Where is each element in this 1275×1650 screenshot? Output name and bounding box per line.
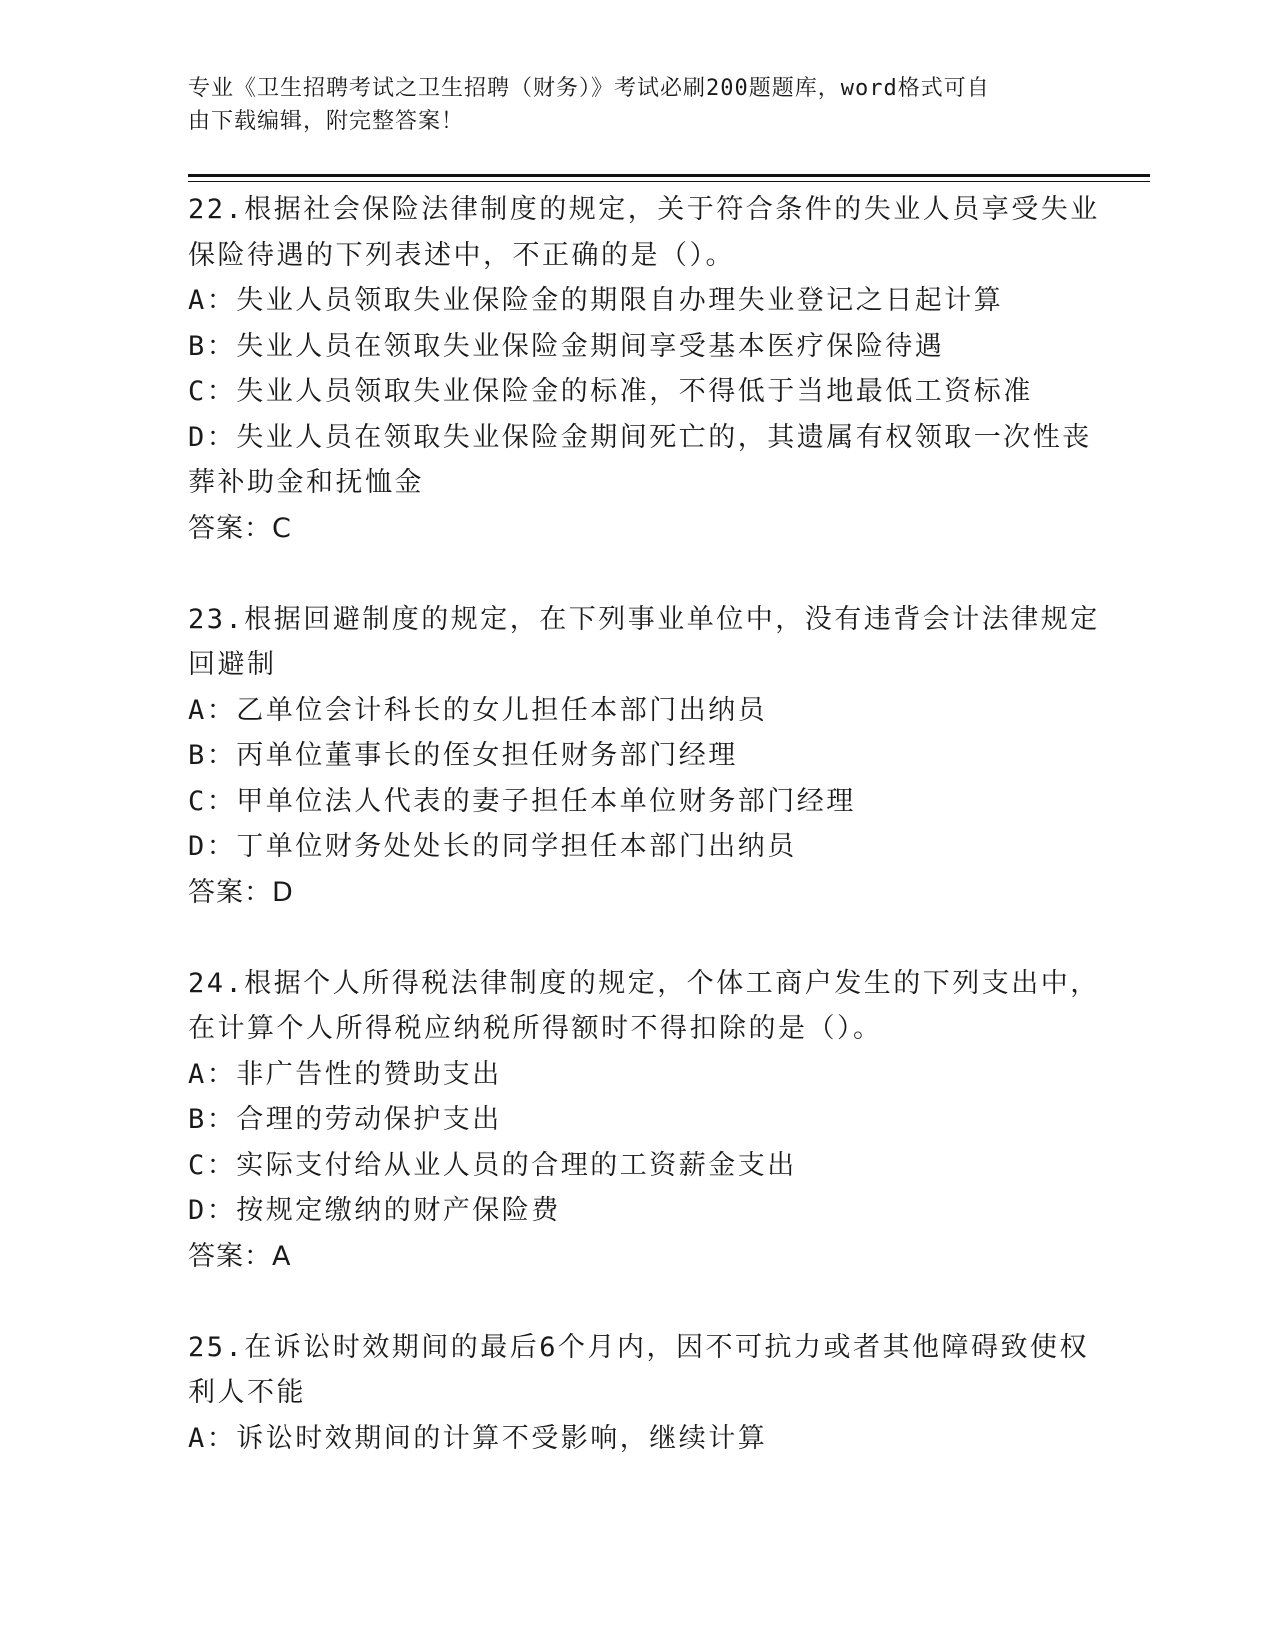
option-a: A：诉讼时效期间的计算不受影响，继续计算 <box>188 1422 768 1454</box>
question-stem-line: 利人不能 <box>188 1377 306 1408</box>
option-d-continued: 葬补助金和抚恤金 <box>188 467 424 498</box>
spacer <box>188 551 1088 597</box>
question-list <box>188 187 1100 1461</box>
option-a: A：非广告性的赞助支出 <box>188 1058 502 1090</box>
header-divider-thick <box>188 174 1150 177</box>
option-b: B：丙单位董事长的侄女担任财务部门经理 <box>188 740 738 771</box>
option-d: D：丁单位财务处处长的同学担任本部门出纳员 <box>188 831 797 862</box>
header-line-2: 由下载编辑，附完整答案！ <box>188 109 465 134</box>
question-stem-line: 23.根据回避制度的规定，在下列事业单位中，没有违背会计法律规定 <box>188 603 1100 635</box>
option-b: B：失业人员在领取失业保险金期间享受基本医疗保险待遇 <box>188 330 945 362</box>
option-d: D：按规定缴纳的财产保险费 <box>188 1195 561 1226</box>
question-stem-line: 保险待遇的下列表述中，不正确的是（）。 <box>188 239 735 271</box>
question-stem-line: 回避制 <box>188 649 277 680</box>
header-divider-thin <box>188 181 1150 182</box>
option-d: D：失业人员在领取失业保险金期间死亡的，其遗属有权领取一次性丧 <box>188 421 1092 453</box>
question-stem-line: 24.根据个人所得税法律制度的规定，个体工商户发生的下列支出中， <box>188 967 1100 999</box>
question-stem-line: 22.根据社会保险法律制度的规定，关于符合条件的失业人员享受失业 <box>188 194 1100 225</box>
answer-label: 答案：D <box>188 876 294 908</box>
option-a: A：乙单位会计科长的女儿担任本部门出纳员 <box>188 694 768 726</box>
spacer <box>188 915 1088 961</box>
option-b: B：合理的劳动保护支出 <box>188 1104 502 1135</box>
question-stem-line: 25.在诉讼时效期间的最后6个月内，因不可抗力或者其他障碍致使权 <box>188 1331 1090 1363</box>
option-c: C：失业人员领取失业保险金的标准，不得低于当地最低工资标准 <box>188 376 1033 407</box>
question-25 <box>188 1325 1088 1462</box>
question-24 <box>188 961 1100 1280</box>
option-c: C：实际支付给从业人员的合理的工资薪金支出 <box>188 1149 797 1181</box>
question-22 <box>188 187 1100 551</box>
header-line-1: 专业《卫生招聘考试之卫生招聘（财务）》考试必刷200题题库，word格式可自 <box>188 76 990 101</box>
answer-label: 答案：C <box>188 512 292 544</box>
option-c: C：甲单位法人代表的妻子担任本单位财务部门经理 <box>188 785 856 817</box>
document-header <box>188 72 1068 138</box>
option-a: A：失业人员领取失业保险金的期限自办理失业登记之日起计算 <box>188 285 1004 316</box>
question-stem-line: 在计算个人所得税应纳税所得额时不得扣除的是（）。 <box>188 1013 883 1044</box>
spacer <box>188 1279 1088 1325</box>
answer-label: 答案：A <box>188 1240 292 1272</box>
question-23 <box>188 597 1100 916</box>
